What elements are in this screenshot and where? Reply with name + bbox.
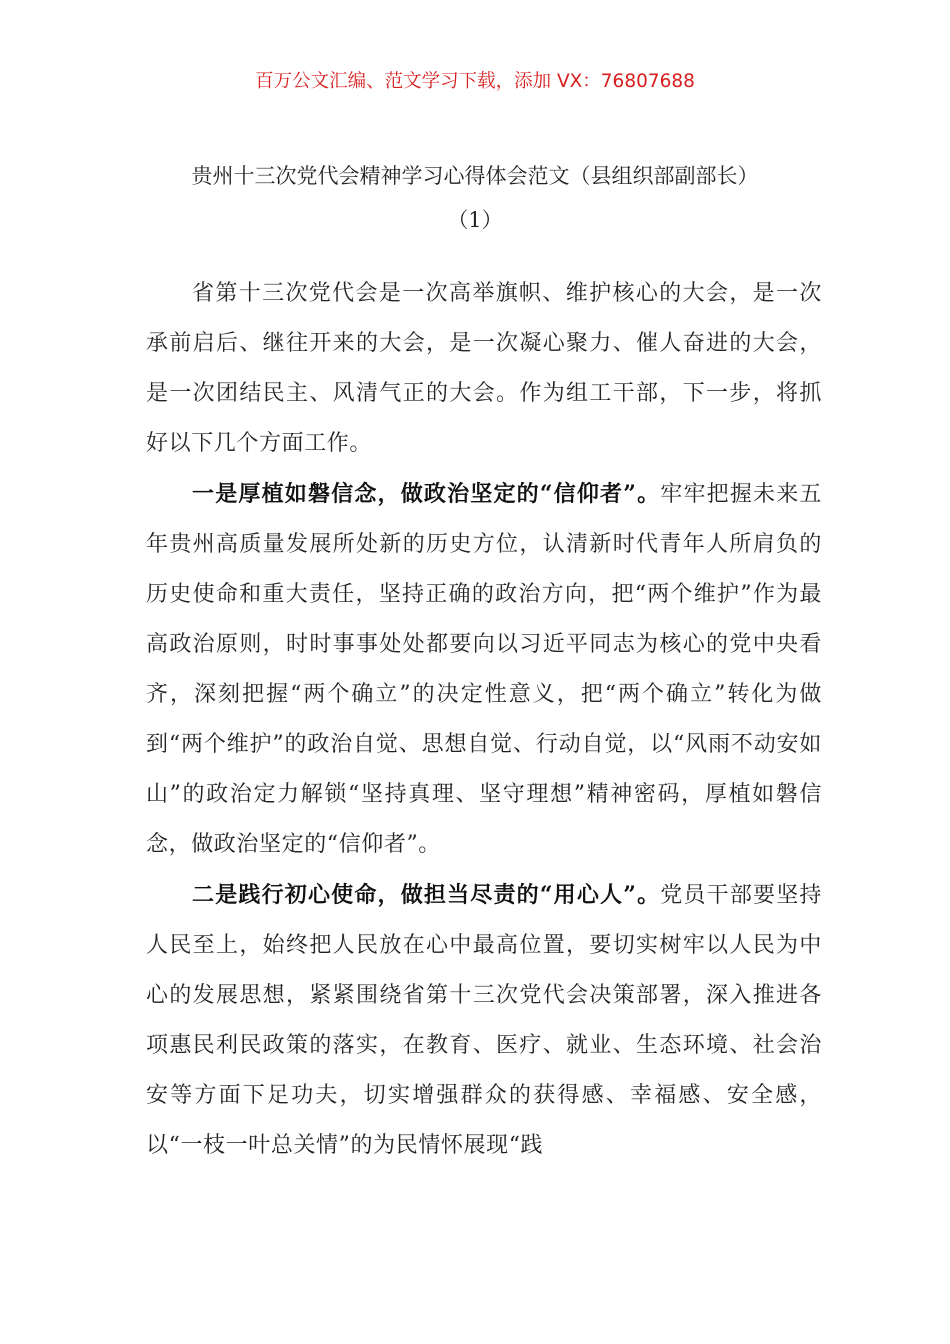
document-body: [146, 268, 822, 1171]
title-line-1: 贵州十三次党代会精神学习心得体会范文（县组织部副部长）: [191, 164, 759, 188]
paragraph-text: 省第十三次党代会是一次高举旗帜、维护核心的大会，是一次承前启后、继往开来的大会，是一次凝心聚力、催人奋进的大会，是一次团结民主、风清气正的大会。作为组工干部，下一步，将抓好以下几个方面工作。: [146, 281, 822, 456]
paragraph-intro: [146, 268, 822, 469]
title-line-2: （1）: [447, 208, 503, 232]
paragraph-lead: 二是践行初心使命，做担当尽责的“用心人”。: [192, 882, 661, 908]
paragraph-text: 牢牢把握未来五年贵州高质量发展所处新的历史方位，认清新时代青年人所肩负的历史使命和重大责任，坚持正确的政治方向，把“两个维护”作为最高政治原则，时时事事处处都要向以习近平同志为核心的党中央看齐，深刻把握“两个确立”的决定性意义，把“两个确立”转化为做到“两个维护”的政治自觉、思想自觉、行动自觉，以“风雨不动安如山”的政治定力解锁“坚持真理、坚守理想”精神密码，厚植如磐信念，做政治坚定的“信仰者”。: [146, 482, 822, 857]
paragraph-lead: 一是厚植如磐信念，做政治坚定的“信仰者”。: [192, 481, 661, 507]
header-note: 百万公文汇编、范文学习下载，添加 VX：76807688: [255, 71, 695, 92]
paragraph-point-1: [146, 469, 822, 870]
paragraph-point-2: [146, 870, 822, 1171]
document-title: [0, 158, 950, 238]
paragraph-text: 党员干部要坚持人民至上，始终把人民放在心中最高位置，要切实树牢以人民为中心的发展思想，紧紧围绕省第十三次党代会决策部署，深入推进各项惠民利民政策的落实，在教育、医疗、就业、生态环境、社会治安等方面下足功夫，切实增强群众的获得感、幸福感、安全感，以“一枝一叶总关情”的为民情怀展现“践: [146, 883, 822, 1158]
